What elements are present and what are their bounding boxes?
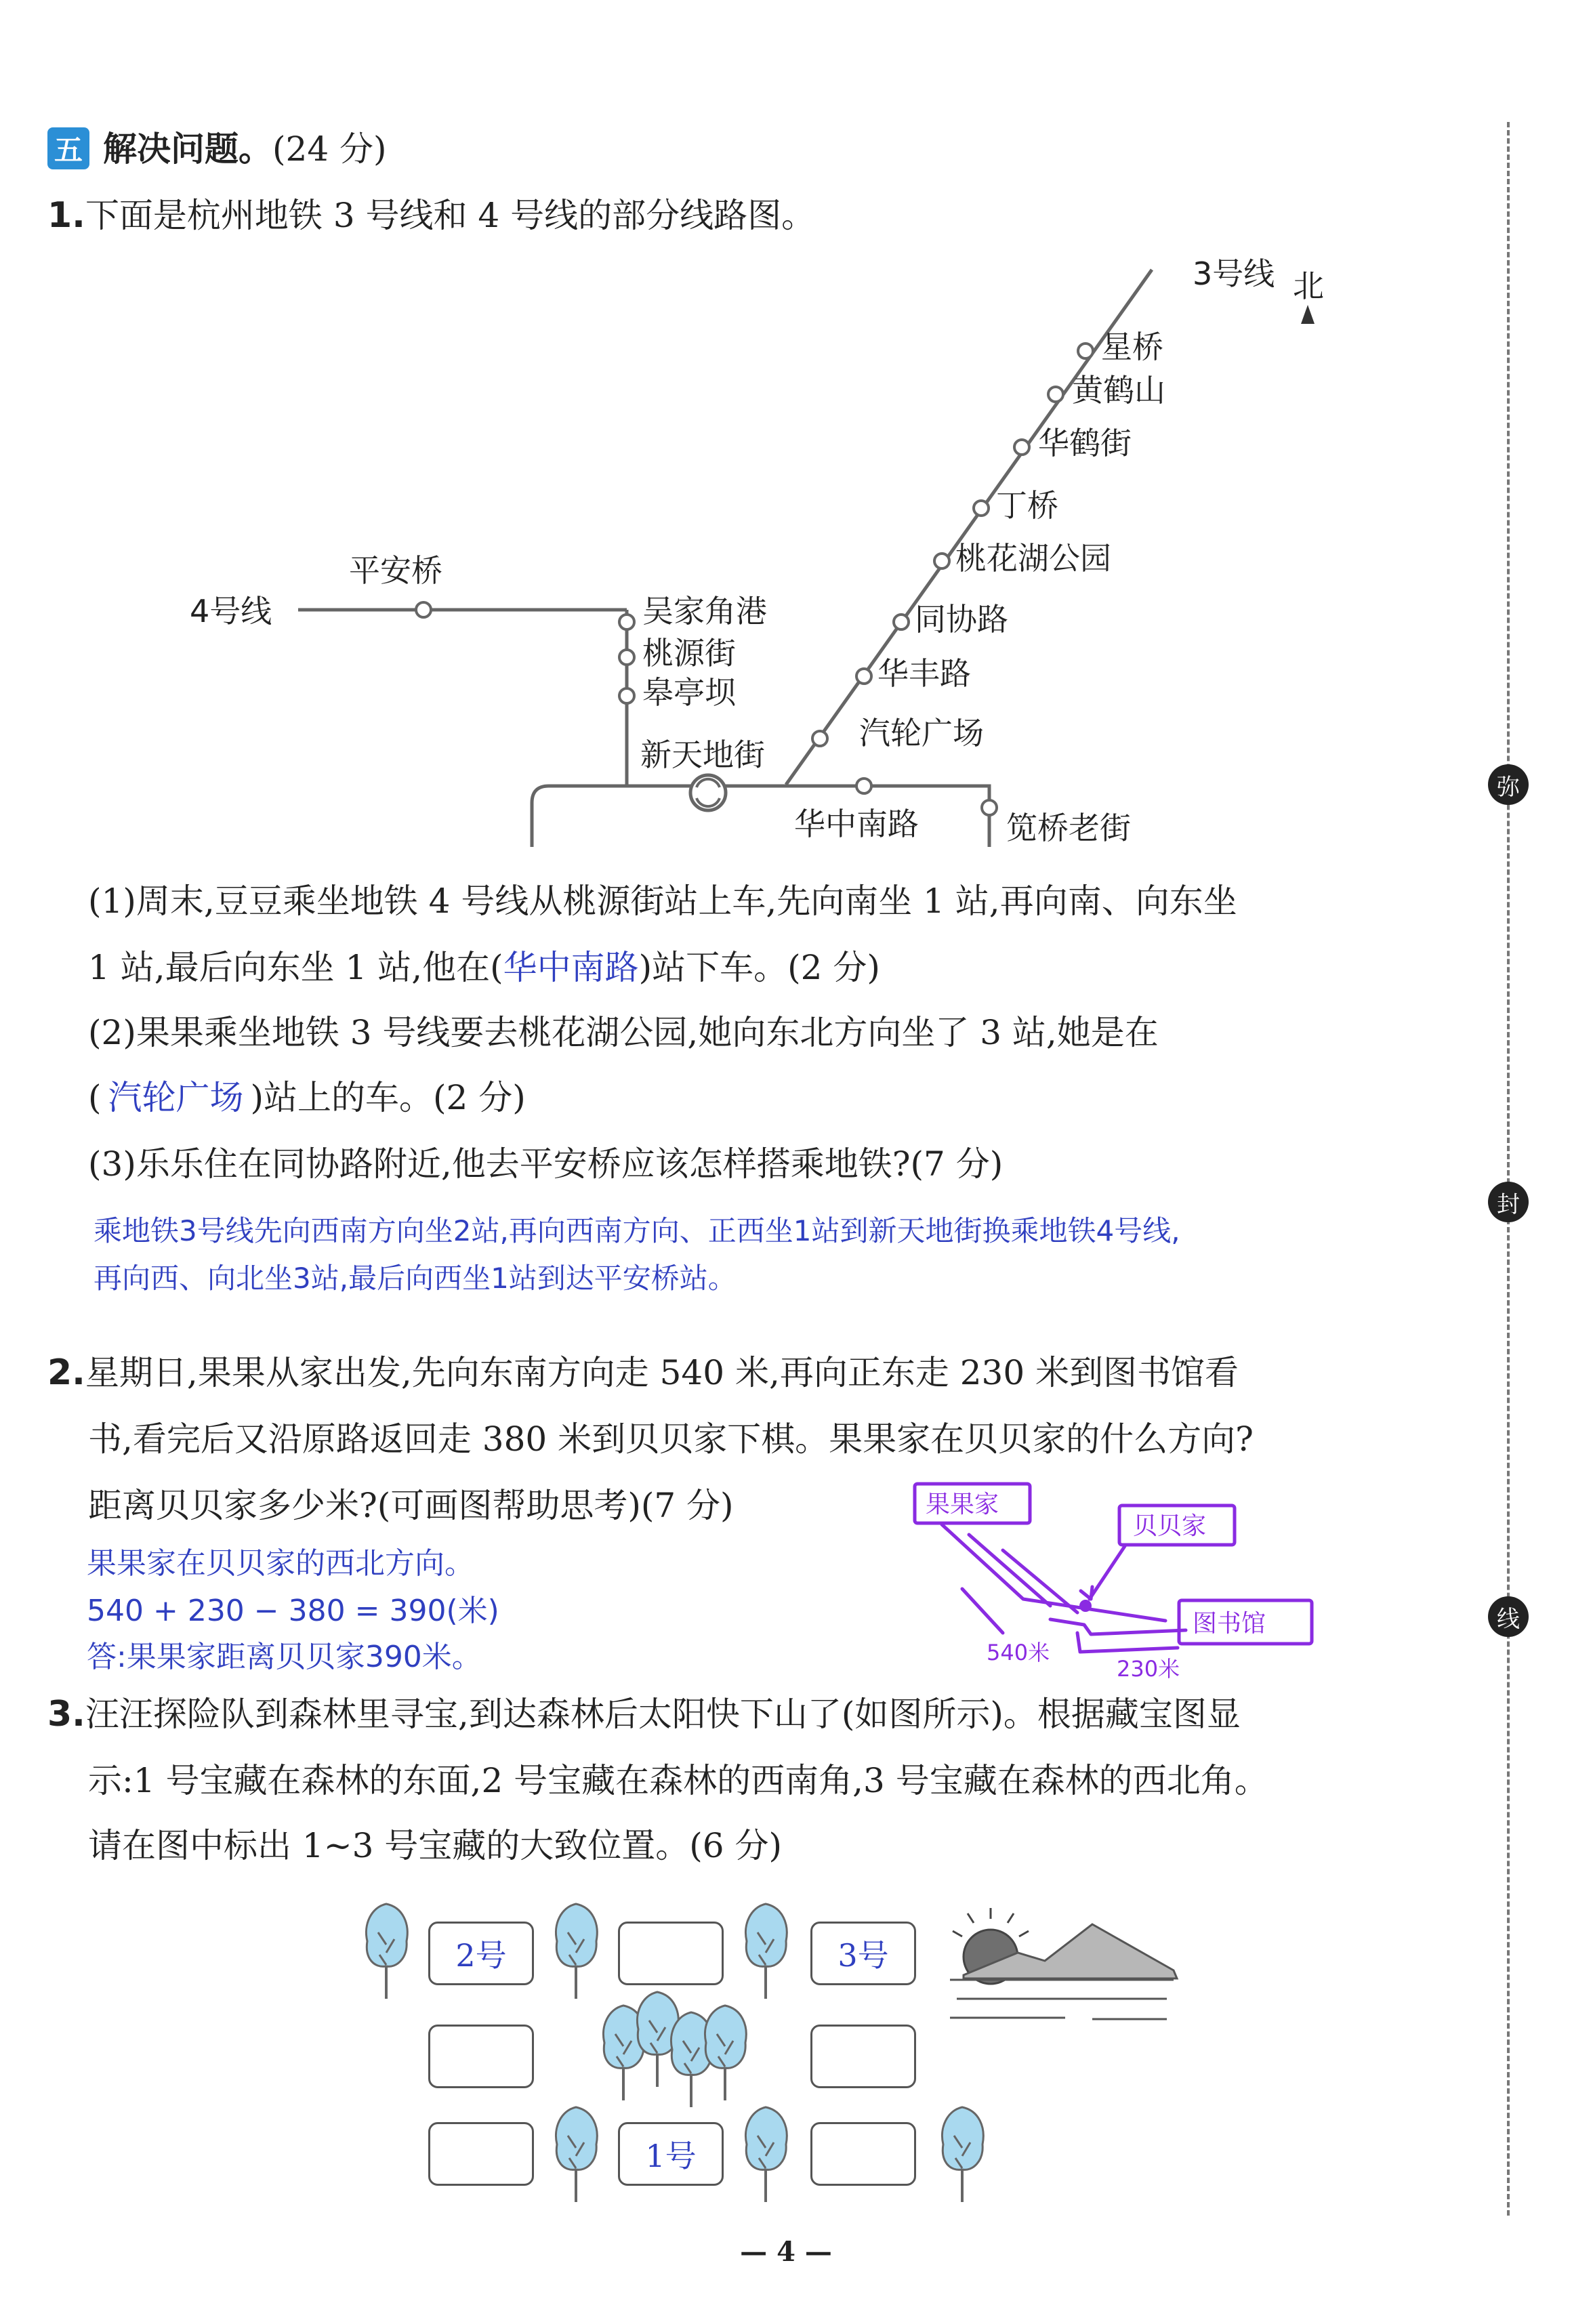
q1-stem: 1.下面是杭州地铁 3 号线和 4 号线的部分线路图。 [47, 195, 816, 236]
line3-label: 3号线 [1193, 255, 1275, 292]
svg-text:540米: 540米 [987, 1640, 1050, 1665]
station-huahejie [1014, 440, 1029, 455]
margin-mark-mi: 弥 [1488, 764, 1529, 805]
svg-text:华鹤街: 华鹤街 [1038, 425, 1132, 461]
q1-part2-line2: ( 汽轮广场 )站上的车。(2 分) [88, 1078, 526, 1117]
q1-part2-line1: (2)果果乘坐地铁 3 号线要去桃花湖公园,她向东北方向坐了 3 站,她是在 [88, 1013, 1159, 1052]
q2-line1: 2.星期日,果果从家出发,先向东南方向走 540 米,再向正东走 230 米到图书馆看 [47, 1352, 1239, 1393]
q3-line3: 请在图中标出 1~3 号宝藏的大致位置。(6 分) [88, 1826, 783, 1865]
q1-part3-answer-line2: 再向西、向北坐3站,最后向西坐1站到达平安桥站。 [94, 1262, 737, 1295]
q2-line2: 书,看完后又沿原路返回走 380 米到贝贝家下棋。果果家在贝贝家的什么方向? [88, 1419, 1254, 1459]
tree-icon [745, 1904, 787, 1999]
station-taoyuan [619, 650, 634, 665]
q1-part1-line1: (1)周末,豆豆乘坐地铁 4 号线从桃源街站上车,先向南坐 1 站,再向南、向东坐 [88, 881, 1237, 921]
station-pingan [416, 602, 431, 617]
svg-text:图书馆: 图书馆 [1193, 1610, 1266, 1638]
svg-text:华丰路: 华丰路 [877, 655, 971, 692]
station-wujia [619, 615, 634, 629]
station-gaoting [619, 688, 634, 703]
svg-text:桃花湖公园: 桃花湖公园 [955, 540, 1111, 577]
station-taohuahu [934, 554, 949, 568]
tree-icon [366, 1904, 407, 1999]
svg-text:230米: 230米 [1117, 1656, 1180, 1682]
q3-line2: 示:1 号宝藏在森林的东面,2 号宝藏在森林的西南角,3 号宝藏在森林的西北角。 [88, 1761, 1268, 1800]
north-label: 北 [1293, 268, 1324, 304]
svg-text:新天地街: 新天地街 [640, 736, 765, 773]
svg-text:桃源街: 桃源街 [642, 635, 736, 671]
treasure-box-top-left[interactable]: 2号 [428, 1922, 534, 1985]
q1-part1-line2: 1 站,最后向东坐 1 站,他在(华中南路)站下车。(2 分) [88, 948, 880, 987]
station-huanghe [1048, 387, 1063, 402]
q1-part2-answer: 汽轮广场 [108, 1078, 244, 1117]
tree-icon [942, 2107, 983, 2202]
station-qilun [812, 731, 827, 746]
svg-text:贝贝家: 贝贝家 [1133, 1512, 1207, 1540]
binding-dashed-line [1507, 122, 1510, 2216]
q2-answer-line1: 果果家在贝贝家的西北方向。 [87, 1546, 474, 1581]
q2-sketch [901, 1470, 1335, 1694]
north-arrow-icon [1301, 305, 1315, 324]
transfer-icon [690, 775, 726, 810]
metro-map [190, 251, 1396, 860]
q2-line3: 距离贝贝家多少米?(可画图帮助思考)(7 分) [88, 1486, 734, 1525]
svg-text:黄鹤山: 黄鹤山 [1072, 372, 1165, 409]
margin-mark-feng: 封 [1488, 1182, 1529, 1222]
treasure-box-top-right[interactable]: 3号 [810, 1922, 916, 1985]
tree-icon [745, 2107, 787, 2202]
tree-icon [705, 2006, 746, 2100]
svg-text:丁桥: 丁桥 [996, 487, 1058, 524]
line4-label: 4号线 [190, 593, 272, 629]
section-title: 解决问题。(24 分) [103, 129, 387, 169]
station-huazhongnan [856, 779, 871, 793]
margin-mark-xian: 线 [1488, 1596, 1529, 1637]
station-xingqiao [1078, 344, 1093, 358]
q1-part3-answer-line1: 乘地铁3号线先向西南方向坐2站,再向西南方向、正西坐1站到新天地街换乘地铁4号线, [94, 1214, 1180, 1247]
svg-text:笕桥老街: 笕桥老街 [1006, 810, 1131, 846]
station-tongxie [894, 615, 909, 629]
svg-text:同协路: 同协路 [915, 601, 1008, 638]
q2-answer-line2: 540 + 230 − 380 = 390(米) [87, 1594, 499, 1628]
q2-answer-line3: 答:果果家距离贝贝家390米。 [87, 1640, 482, 1674]
tree-icon [556, 2107, 597, 2202]
section-badge: 五 [47, 127, 89, 169]
q1-part3-question: (3)乐乐住在同协路附近,他去平安桥应该怎样搭乘地铁?(7 分) [88, 1144, 1004, 1184]
station-huafeng [856, 669, 871, 684]
page-number: — 4 — [740, 2236, 832, 2268]
svg-text:汽轮广场: 汽轮广场 [859, 715, 984, 751]
q3-line1: 3.汪汪探险队到森林里寻宝,到达森林后太阳快下山了(如图所示)。根据藏宝图显 [47, 1694, 1241, 1735]
svg-text:星桥: 星桥 [1101, 329, 1163, 365]
tree-icon [556, 1904, 597, 1999]
svg-text:果果家: 果果家 [926, 1491, 999, 1518]
svg-text:皋亭坝: 皋亭坝 [642, 674, 736, 711]
treasure-box-bottom-middle[interactable]: 1号 [618, 2122, 724, 2186]
svg-text:吴家角港: 吴家角港 [642, 593, 767, 629]
svg-text:平安桥: 平安桥 [349, 552, 442, 589]
station-kuanqiao [982, 800, 997, 815]
station-dingqiao [974, 501, 989, 516]
svg-text:华中南路: 华中南路 [794, 806, 919, 842]
sunset-mountain-icon [943, 1904, 1187, 2039]
q1-part1-answer: 华中南路 [503, 948, 639, 987]
